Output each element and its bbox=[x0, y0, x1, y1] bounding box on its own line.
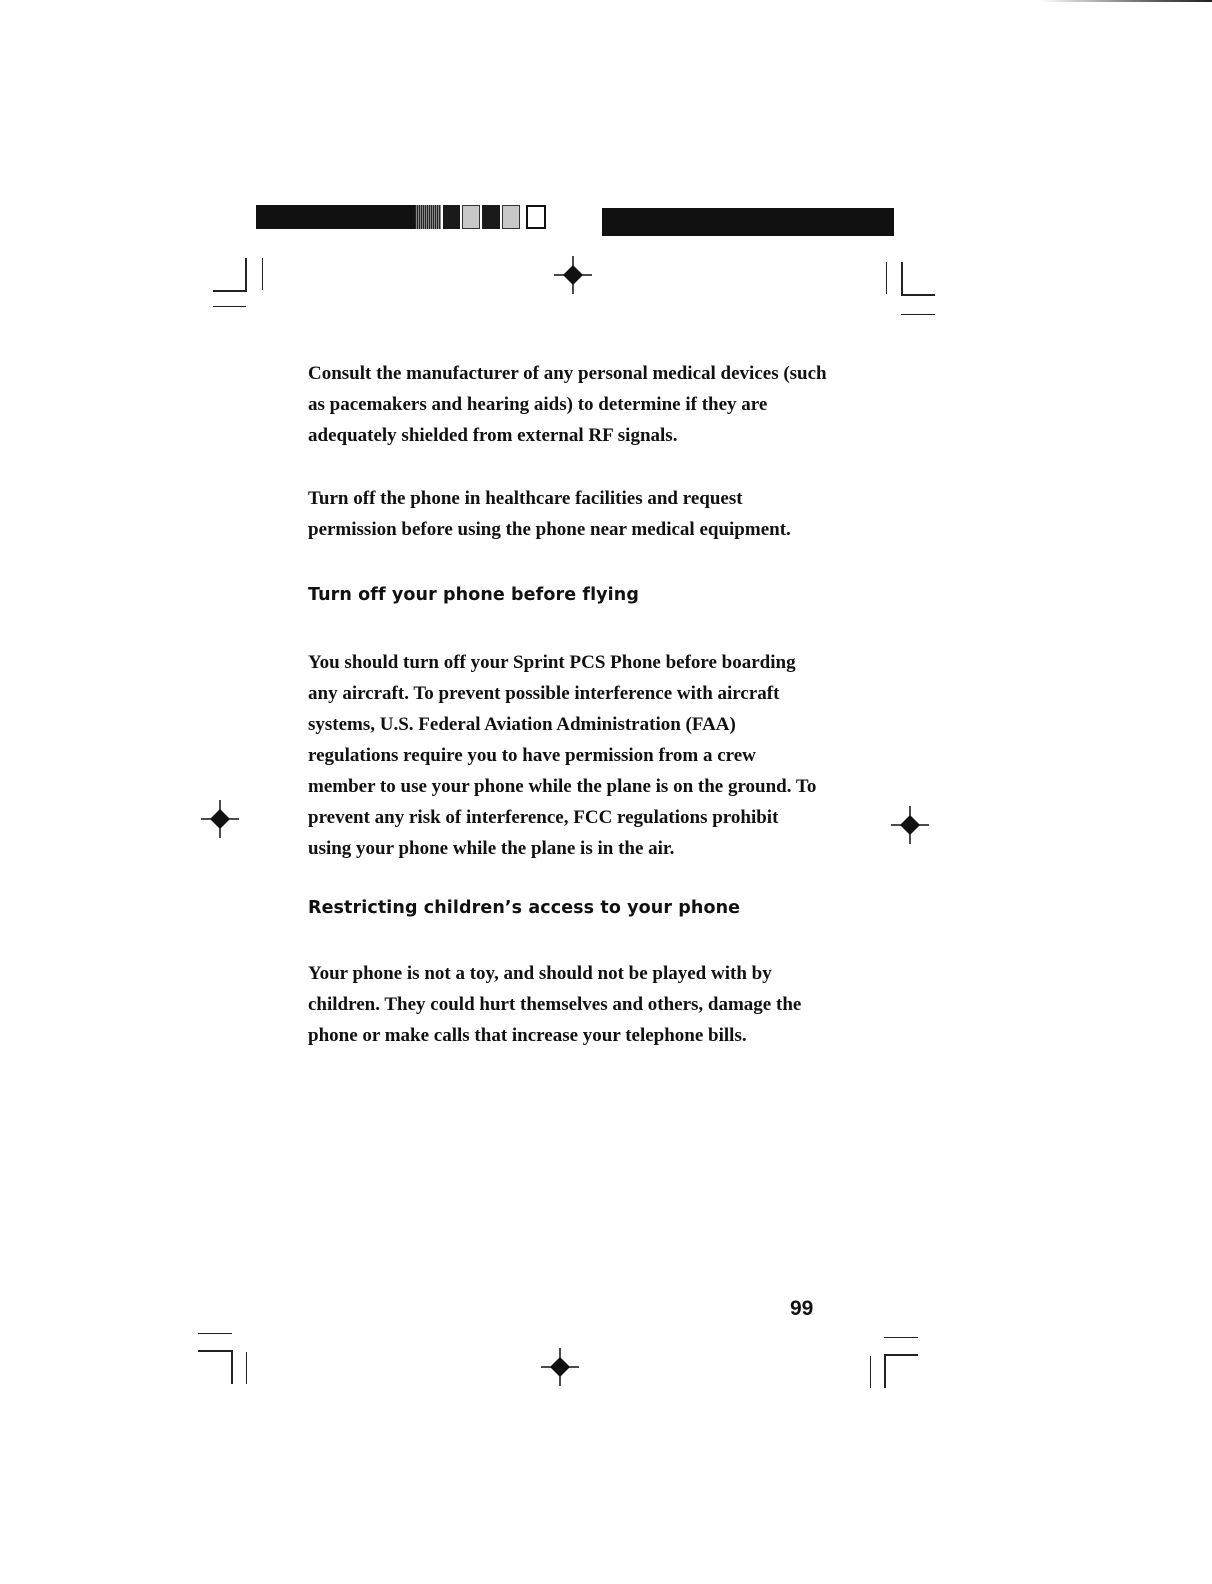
paragraph-healthcare: Turn off the phone in healthcare facilities and request permission before using the phone near medical equipment. bbox=[308, 488, 791, 540]
registration-target-icon bbox=[541, 1348, 579, 1386]
crop-mark-icon bbox=[231, 1350, 233, 1384]
crop-mark-icon bbox=[870, 1356, 871, 1388]
page-content bbox=[308, 358, 848, 1051]
paragraph-medical-devices: Consult the manufacturer of any personal medical devices (such as pacemakers and hearing aids) to determine if they are adequately shielded from external RF signals. bbox=[308, 363, 827, 446]
paragraph-children: Your phone is not a toy, and should not be played with by children. They could hurt themselves and others, damage the phone or make calls that increase your telephone bills. bbox=[308, 963, 802, 1046]
page-number: 99 bbox=[790, 1297, 814, 1320]
crop-mark-icon bbox=[884, 1354, 886, 1388]
crop-mark-icon bbox=[198, 1333, 232, 1334]
registration-target-icon bbox=[201, 800, 239, 838]
registration-target-icon bbox=[554, 256, 592, 294]
scan-artifact-line bbox=[1040, 0, 1212, 2]
registration-target-icon bbox=[891, 806, 929, 844]
crop-mark-icon bbox=[901, 314, 935, 315]
crop-mark-icon bbox=[262, 258, 263, 290]
crop-mark-icon bbox=[246, 1352, 247, 1384]
section-heading-children: Restricting children’s access to your phone bbox=[308, 898, 741, 918]
crop-mark-icon bbox=[213, 306, 246, 307]
crop-mark-icon bbox=[884, 1337, 918, 1338]
crop-mark-icon bbox=[213, 290, 246, 292]
crop-mark-icon bbox=[886, 262, 887, 294]
crop-mark-icon bbox=[884, 1354, 918, 1356]
header-bar-left bbox=[256, 205, 546, 229]
crop-mark-icon bbox=[198, 1350, 232, 1352]
paragraph-flying: You should turn off your Sprint PCS Phone before boarding any aircraft. To prevent possible interference with aircraft systems, U.S. Federal Aviation Administration (FAA) regulations require you to have permission from a crew member to use your phone while the plane is on the ground. To prevent any risk of interference, FCC regulations prohibit using your phone while the plane is in the air. bbox=[308, 652, 817, 859]
crop-mark-icon bbox=[245, 258, 247, 292]
header-bar-right bbox=[602, 208, 894, 236]
crop-mark-icon bbox=[901, 262, 903, 296]
section-heading-flying: Turn off your phone before flying bbox=[308, 585, 639, 605]
crop-mark-icon bbox=[901, 294, 935, 296]
